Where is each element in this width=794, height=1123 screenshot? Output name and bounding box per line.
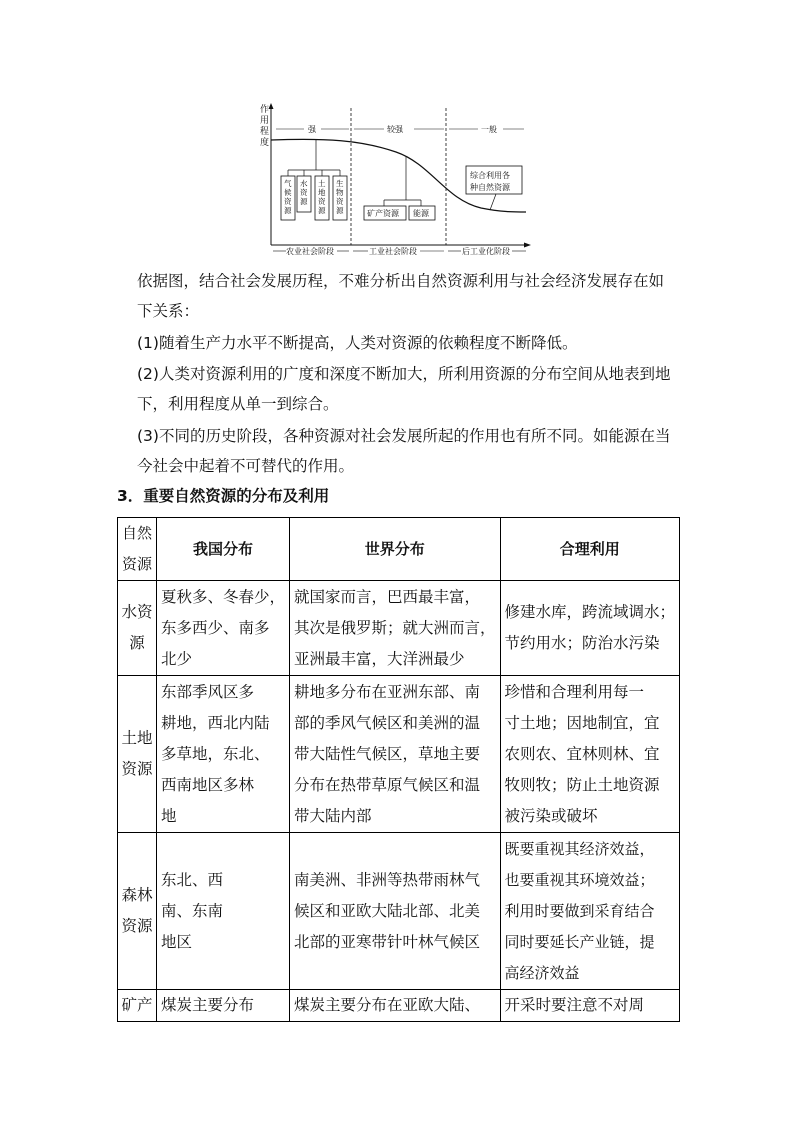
cell-line: 土地: [121, 729, 153, 747]
cell-line: 地区: [161, 932, 193, 951]
cell-line: 也要重视其环境效益；: [504, 870, 655, 889]
y-axis-arrow: [269, 103, 274, 109]
box-char: 水: [300, 179, 308, 188]
cell-line: 煤炭主要分布: [161, 996, 255, 1014]
cell-line: 利用时要做到采育结合: [504, 901, 655, 920]
cell-world: [290, 833, 501, 990]
cell-use: [500, 581, 680, 676]
cell-line: 南美洲、非洲等热带雨林气: [294, 870, 481, 889]
y-label-char: 用: [260, 116, 270, 126]
box-char: 资: [284, 197, 292, 206]
cell-china: [157, 990, 290, 1022]
resource-table: [117, 517, 680, 1022]
row-name-land: [118, 676, 157, 833]
text-line: 下关系：: [137, 302, 200, 320]
y-label-char: 度: [260, 138, 270, 148]
cell-line: 东北、西: [161, 870, 224, 889]
cell-line: 农则农、宜林则林、宜: [504, 744, 660, 763]
table-row: [118, 833, 680, 990]
table-row: [118, 990, 680, 1022]
box-char: 气: [284, 179, 292, 188]
cell-line: 资源: [121, 917, 153, 935]
mineral-resource-label: 矿产资源: [367, 209, 399, 218]
cell-line: 多草地，东北、: [161, 744, 270, 763]
cell-line: 珍惜和合理利用每一: [504, 682, 645, 701]
cell-line: 带大陆内部: [294, 806, 372, 825]
box-char: 土: [318, 179, 326, 188]
stage-post-industrial: 后工业化阶段: [462, 247, 510, 256]
cell-use: [500, 833, 680, 990]
comprehensive-use-line: 种自然资源: [470, 183, 510, 192]
header-china: 我国分布: [157, 518, 290, 581]
header-line: 资源: [122, 555, 153, 573]
cell-line: 同时要延长产业链，提: [504, 932, 655, 951]
header-use: 合理利用: [500, 518, 680, 581]
section-title: 3．重要自然资源的分布及利用: [117, 487, 330, 505]
box-char: 源: [284, 206, 292, 215]
cell-line: 地: [161, 806, 177, 825]
cell-line: 耕地，西北内陆: [161, 713, 270, 732]
row-name-water: [118, 581, 157, 676]
band-label-strong: 强: [308, 125, 316, 134]
cell-line: 亚洲最丰富，大洋洲最少: [294, 649, 465, 668]
text-line: (3)不同的历史阶段，各种资源对社会发展所起的作用也有所不同。如能源在当: [137, 427, 671, 445]
band-label-general: 一般: [481, 125, 497, 134]
cell-line: 南、东南: [161, 901, 224, 920]
band-label-medium: 较强: [387, 125, 403, 134]
table-row: [118, 676, 680, 833]
cell-line: 就国家而言，巴西最丰富，: [294, 587, 481, 606]
cell-line: 被污染或破坏: [504, 806, 598, 825]
cell-line: 资源: [121, 760, 153, 778]
paragraph-point-2: [137, 359, 697, 419]
energy-label: 能源: [413, 209, 429, 218]
cell-line: 带大陆性气候区，草地主要: [294, 744, 481, 763]
cell-china: [157, 581, 290, 676]
stage-industrial: 工业社会阶段: [369, 247, 417, 256]
branch-line: [490, 194, 496, 210]
cell-line: 西南地区多林: [161, 775, 255, 794]
cell-line: 其次是俄罗斯；就大洲而言，: [294, 618, 496, 637]
cell-line: 既要重视其经济效益，: [504, 839, 655, 858]
x-axis-arrow: [524, 243, 531, 248]
cell-line: 部的季风气候区和美洲的温: [294, 713, 481, 732]
cell-line: 候区和亚欧大陆北部、北美: [294, 901, 481, 920]
cell-use: [500, 990, 680, 1022]
cell-world: [290, 676, 501, 833]
cell-line: 牧则牧；防止土地资源: [504, 775, 660, 794]
cell-line: 修建水库，跨流域调水；: [504, 603, 676, 621]
cell-use: [500, 676, 680, 833]
box-char: 候: [284, 188, 292, 197]
cell-line: 节约用水；防治水污染: [504, 634, 660, 652]
cell-world: [290, 581, 501, 676]
box-char: 资: [318, 197, 326, 206]
cell-line: 北少: [161, 649, 193, 668]
stage-agricultural: 农业社会阶段: [286, 247, 334, 256]
box-char: 资: [300, 188, 308, 197]
box-char: 源: [318, 206, 326, 215]
paragraph-intro: [137, 266, 697, 326]
box-char: 地: [318, 188, 326, 197]
cell-line: 开采时要注意不对周: [504, 996, 645, 1014]
text-line: (1)随着生产力水平不断提高，人类对资源的依赖程度不断降低。: [137, 334, 578, 352]
text-line: 依据图，结合社会发展历程，不难分析出自然资源利用与社会经济发展存在如: [137, 272, 665, 290]
text-line: 今社会中起着不可替代的作用。: [137, 457, 355, 475]
text-line: (2)人类对资源利用的广度和深度不断加大，所利用资源的分布空间从地表到地: [137, 365, 671, 383]
y-label-char: 程: [260, 127, 270, 137]
header-world: 世界分布: [290, 518, 501, 581]
cell-line: 森林: [121, 886, 153, 904]
y-label-char: 作: [260, 105, 270, 115]
cell-line: 寸土地；因地制宜，宜: [504, 713, 660, 732]
table-header-row: [118, 518, 680, 581]
comprehensive-use-line: 综合利用各: [470, 171, 510, 180]
cell-line: 矿产: [121, 996, 153, 1014]
cell-line: 煤炭主要分布在亚欧大陆、: [294, 996, 481, 1014]
cell-line: 东部季风区多: [161, 682, 255, 701]
resource-importance-diagram: [256, 100, 536, 258]
cell-world: [290, 990, 501, 1022]
row-name-mineral: [118, 990, 157, 1022]
header-resource: [118, 518, 157, 581]
paragraph-point-1: [137, 328, 697, 358]
cell-line: 耕地多分布在亚洲东部、南: [294, 682, 481, 701]
cell-line: 北部的亚寒带针叶林气候区: [294, 932, 481, 951]
cell-line: 分布在热带草原气候区和温: [294, 775, 481, 794]
text-line: 下，利用程度从单一到综合。: [137, 395, 339, 413]
box-char: 物: [336, 188, 344, 197]
box-char: 源: [336, 206, 344, 215]
cell-line: 水资: [121, 603, 153, 621]
row-name-forest: [118, 833, 157, 990]
cell-line: 高经济效益: [504, 963, 580, 982]
cell-china: [157, 676, 290, 833]
cell-line: 源: [129, 634, 145, 652]
paragraph-point-3: [137, 421, 697, 481]
cell-line: 东多西少、南多: [161, 618, 270, 637]
box-char: 资: [336, 197, 344, 206]
box-char: 源: [300, 197, 308, 206]
diagram-svg: [256, 100, 536, 258]
header-line: 自然: [122, 524, 153, 542]
table-row: [118, 581, 680, 676]
box-char: 生: [336, 179, 344, 188]
cell-china: [157, 833, 290, 990]
cell-line: 夏秋多、冬春少，: [161, 587, 286, 606]
